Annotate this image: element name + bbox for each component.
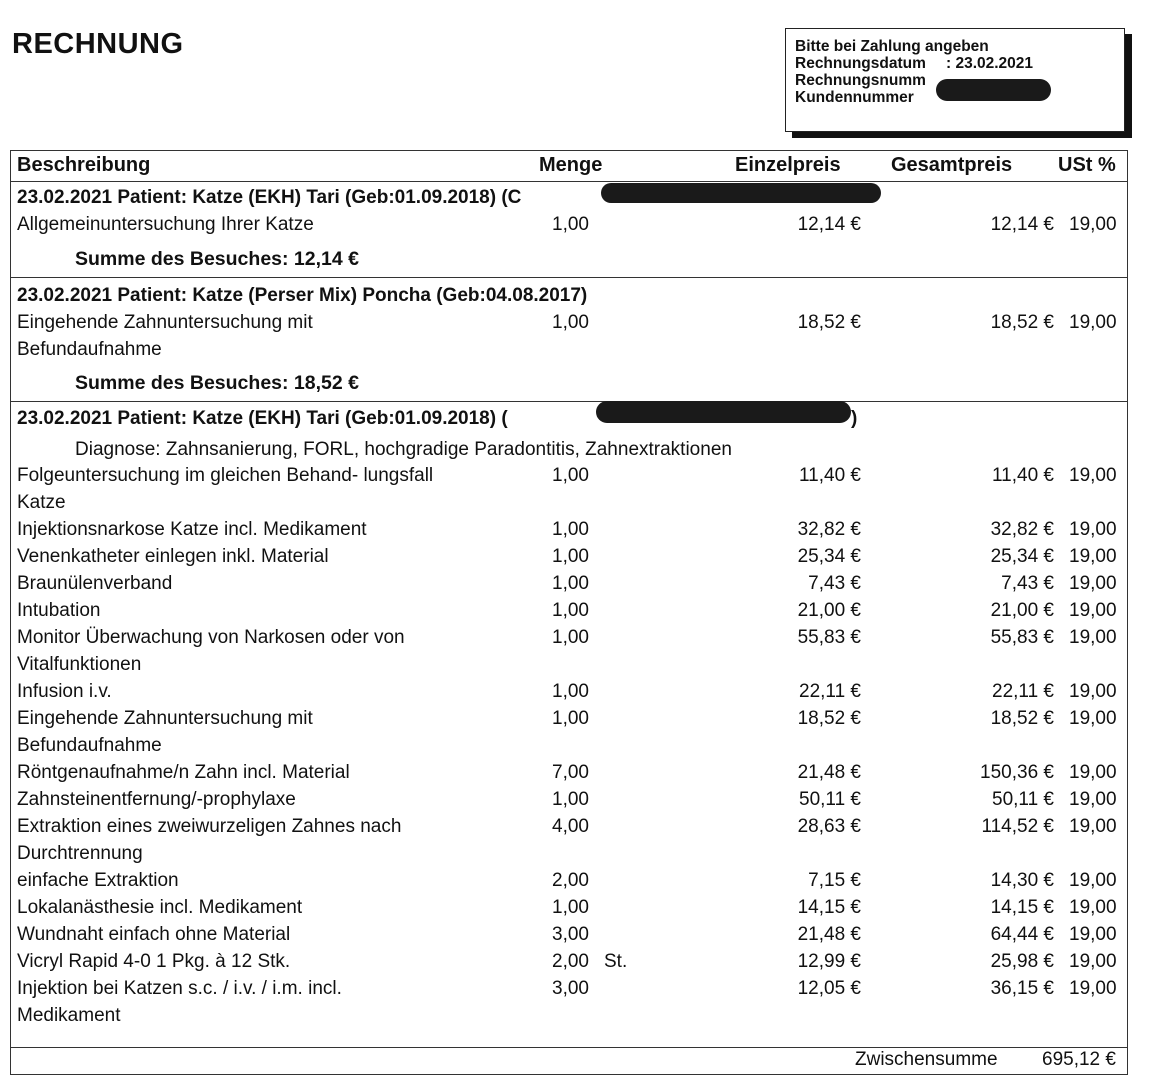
line-item-description: Infusion i.v. [17,681,112,702]
line-item-unit-price: 14,15 € [797,897,861,918]
line-item-quantity: 1,00 [552,519,589,540]
line-item-quantity: 1,00 [552,708,589,729]
col-header-description: Beschreibung [17,154,151,176]
line-item-total: 11,40 € [992,465,1054,486]
line-item-vat: 19,00 [1069,870,1117,891]
line-item-description-cont: Katze [17,492,66,513]
line-item-vat: 19,00 [1069,924,1117,945]
col-header-quantity: Menge [539,154,603,176]
line-item-quantity: 7,00 [552,762,589,783]
line-item-vat: 19,00 [1069,465,1117,486]
line-item-unit-price: 18,52 € [797,708,861,729]
redaction-mark [596,401,851,423]
line-item-vat: 19,00 [1069,762,1117,783]
visit-sum: Summe des Besuches: 18,52 € [75,372,359,394]
line-item-description-cont: Durchtrennung [17,843,143,864]
line-item-total: 55,83 € [990,627,1054,648]
line-item-vat: 19,00 [1069,978,1117,999]
line-item-vat: 19,00 [1069,627,1117,648]
line-item-total: 22,11 € [992,681,1054,702]
line-item-unit-price: 28,63 € [797,816,861,837]
visit-heading-end: ) [851,408,858,429]
line-item-total: 50,11 € [992,789,1054,810]
invoice-date-value: : 23.02.2021 [946,55,1034,72]
line-item-description: Intubation [17,600,101,621]
line-item-description: Zahnsteinentfernung/-prophylaxe [17,789,296,810]
line-item-quantity: 3,00 [552,978,589,999]
line-item-unit-price: 12,05 € [797,978,861,999]
visit-heading: 23.02.2021 Patient: Katze (Perser Mix) Poncha (Geb:04.08.2017) [17,285,588,306]
line-item-quantity: 3,00 [552,924,589,945]
line-item-description: einfache Extraktion [17,870,179,891]
line-item-total: 64,44 € [990,924,1054,945]
line-item-unit-price: 11,40 € [799,465,861,486]
line-item-quantity: 1,00 [552,600,589,621]
line-item-vat: 19,00 [1069,708,1117,729]
line-item-description-cont: Vitalfunktionen [17,654,142,675]
line-item-unit-price: 21,48 € [797,924,861,945]
line-item-quantity: 1,00 [552,546,589,567]
line-item-description: Injektionsnarkose Katze incl. Medikament [17,519,367,540]
line-item-unit-price: 21,48 € [797,762,861,783]
redaction-mark [936,79,1051,101]
line-item-vat: 19,00 [1069,214,1117,235]
diagnosis: Diagnose: Zahnsanierung, FORL, hochgradige Paradontitis, Zahnextraktionen [75,439,732,460]
line-item-vat: 19,00 [1069,951,1117,972]
line-item-vat: 19,00 [1069,546,1117,567]
visit-sum: Summe des Besuches: 12,14 € [75,248,359,270]
line-item-total: 21,00 € [990,600,1054,621]
line-item-unit-price: 32,82 € [797,519,861,540]
line-item-unit-price: 50,11 € [799,789,861,810]
divider [11,181,1127,182]
line-item-description-cont: Medikament [17,1005,121,1026]
line-item-unit-price: 12,99 € [797,951,861,972]
line-item-description: Venenkatheter einlegen inkl. Material [17,546,329,567]
line-item-description: Eingehende Zahnuntersuchung mit [17,708,313,729]
line-item-unit-price: 55,83 € [797,627,861,648]
line-item-description: Injektion bei Katzen s.c. / i.v. / i.m. incl. [17,978,342,999]
subtotal-label: Zwischensumme [855,1049,998,1070]
line-item-description: Röntgenaufnahme/n Zahn incl. Material [17,762,350,783]
line-item-description-cont: Befundaufnahme [17,735,162,756]
line-item-unit-price: 18,52 € [797,312,861,333]
line-item-total: 7,43 € [1001,573,1054,594]
line-item-quantity: 1,00 [552,681,589,702]
line-item-unit-price: 21,00 € [797,600,861,621]
line-item-description: Vicryl Rapid 4-0 1 Pkg. à 12 Stk. [17,951,291,972]
line-item-unit-price: 7,43 € [808,573,861,594]
line-item-vat: 19,00 [1069,681,1117,702]
invoice-table [10,150,1128,1075]
line-item-description: Wundnaht einfach ohne Material [17,924,291,945]
customer-number-label: Kundennummer [795,89,914,106]
line-item-vat: 19,00 [1069,600,1117,621]
divider [11,277,1127,278]
line-item-description: Folgeuntersuchung im gleichen Behand- lungsfall [17,465,434,486]
col-header-total-price: Gesamtpreis [891,154,1013,176]
col-header-vat: USt % [1058,154,1116,176]
line-item-total: 114,52 € [981,816,1054,837]
line-item-total: 150,36 € [980,762,1054,783]
line-item-quantity: 1,00 [552,312,589,333]
line-item-unit: St. [604,951,628,972]
line-item-total: 32,82 € [990,519,1054,540]
line-item-quantity: 1,00 [552,789,589,810]
visit-heading: 23.02.2021 Patient: Katze (EKH) Tari (Geb:01.09.2018) ( [17,408,508,429]
line-item-vat: 19,00 [1069,789,1117,810]
line-item-total: 25,98 € [990,951,1054,972]
payment-note: Bitte bei Zahlung angeben [795,38,989,55]
invoice-title: RECHNUNG [12,28,184,60]
payment-info-box [785,28,1125,132]
line-item-description: Braunülenverband [17,573,173,594]
line-item-total: 25,34 € [990,546,1054,567]
line-item-description: Allgemeinuntersuchung Ihrer Katze [17,214,314,235]
line-item-description: Eingehende Zahnuntersuchung mit [17,312,313,333]
line-item-description: Monitor Überwachung von Narkosen oder von [17,627,405,648]
line-item-total: 12,14 € [990,214,1054,235]
line-item-description: Lokalanästhesie incl. Medikament [17,897,303,918]
divider [11,1047,1127,1048]
line-item-quantity: 2,00 [552,870,589,891]
divider [11,401,1127,402]
line-item-total: 18,52 € [990,708,1054,729]
invoice-number-label: Rechnungsnumm [795,72,926,89]
line-item-quantity: 1,00 [552,465,589,486]
line-item-vat: 19,00 [1069,519,1117,540]
line-item-total: 18,52 € [990,312,1054,333]
line-item-total: 36,15 € [990,978,1054,999]
line-item-description: Extraktion eines zweiwurzeligen Zahnes nach [17,816,402,837]
line-item-unit-price: 12,14 € [797,214,861,235]
line-item-vat: 19,00 [1069,573,1117,594]
visit-heading: 23.02.2021 Patient: Katze (EKH) Tari (Geb:01.09.2018) (C [17,187,522,208]
line-item-quantity: 1,00 [552,573,589,594]
line-item-vat: 19,00 [1069,897,1117,918]
line-item-total: 14,15 € [990,897,1054,918]
line-item-unit-price: 25,34 € [797,546,861,567]
invoice-date-label: Rechnungsdatum [795,55,926,72]
line-item-vat: 19,00 [1069,816,1117,837]
line-item-quantity: 4,00 [552,816,589,837]
line-item-unit-price: 22,11 € [799,681,861,702]
line-item-quantity: 2,00 [552,951,589,972]
line-item-unit-price: 7,15 € [808,870,861,891]
redaction-mark [601,183,881,203]
line-item-quantity: 1,00 [552,627,589,648]
line-item-quantity: 1,00 [552,897,589,918]
line-item-quantity: 1,00 [552,214,589,235]
line-item-total: 14,30 € [990,870,1054,891]
line-item-vat: 19,00 [1069,312,1117,333]
col-header-unit-price: Einzelpreis [735,154,841,176]
line-item-description-cont: Befundaufnahme [17,339,162,360]
subtotal-value: 695,12 € [1042,1049,1116,1070]
